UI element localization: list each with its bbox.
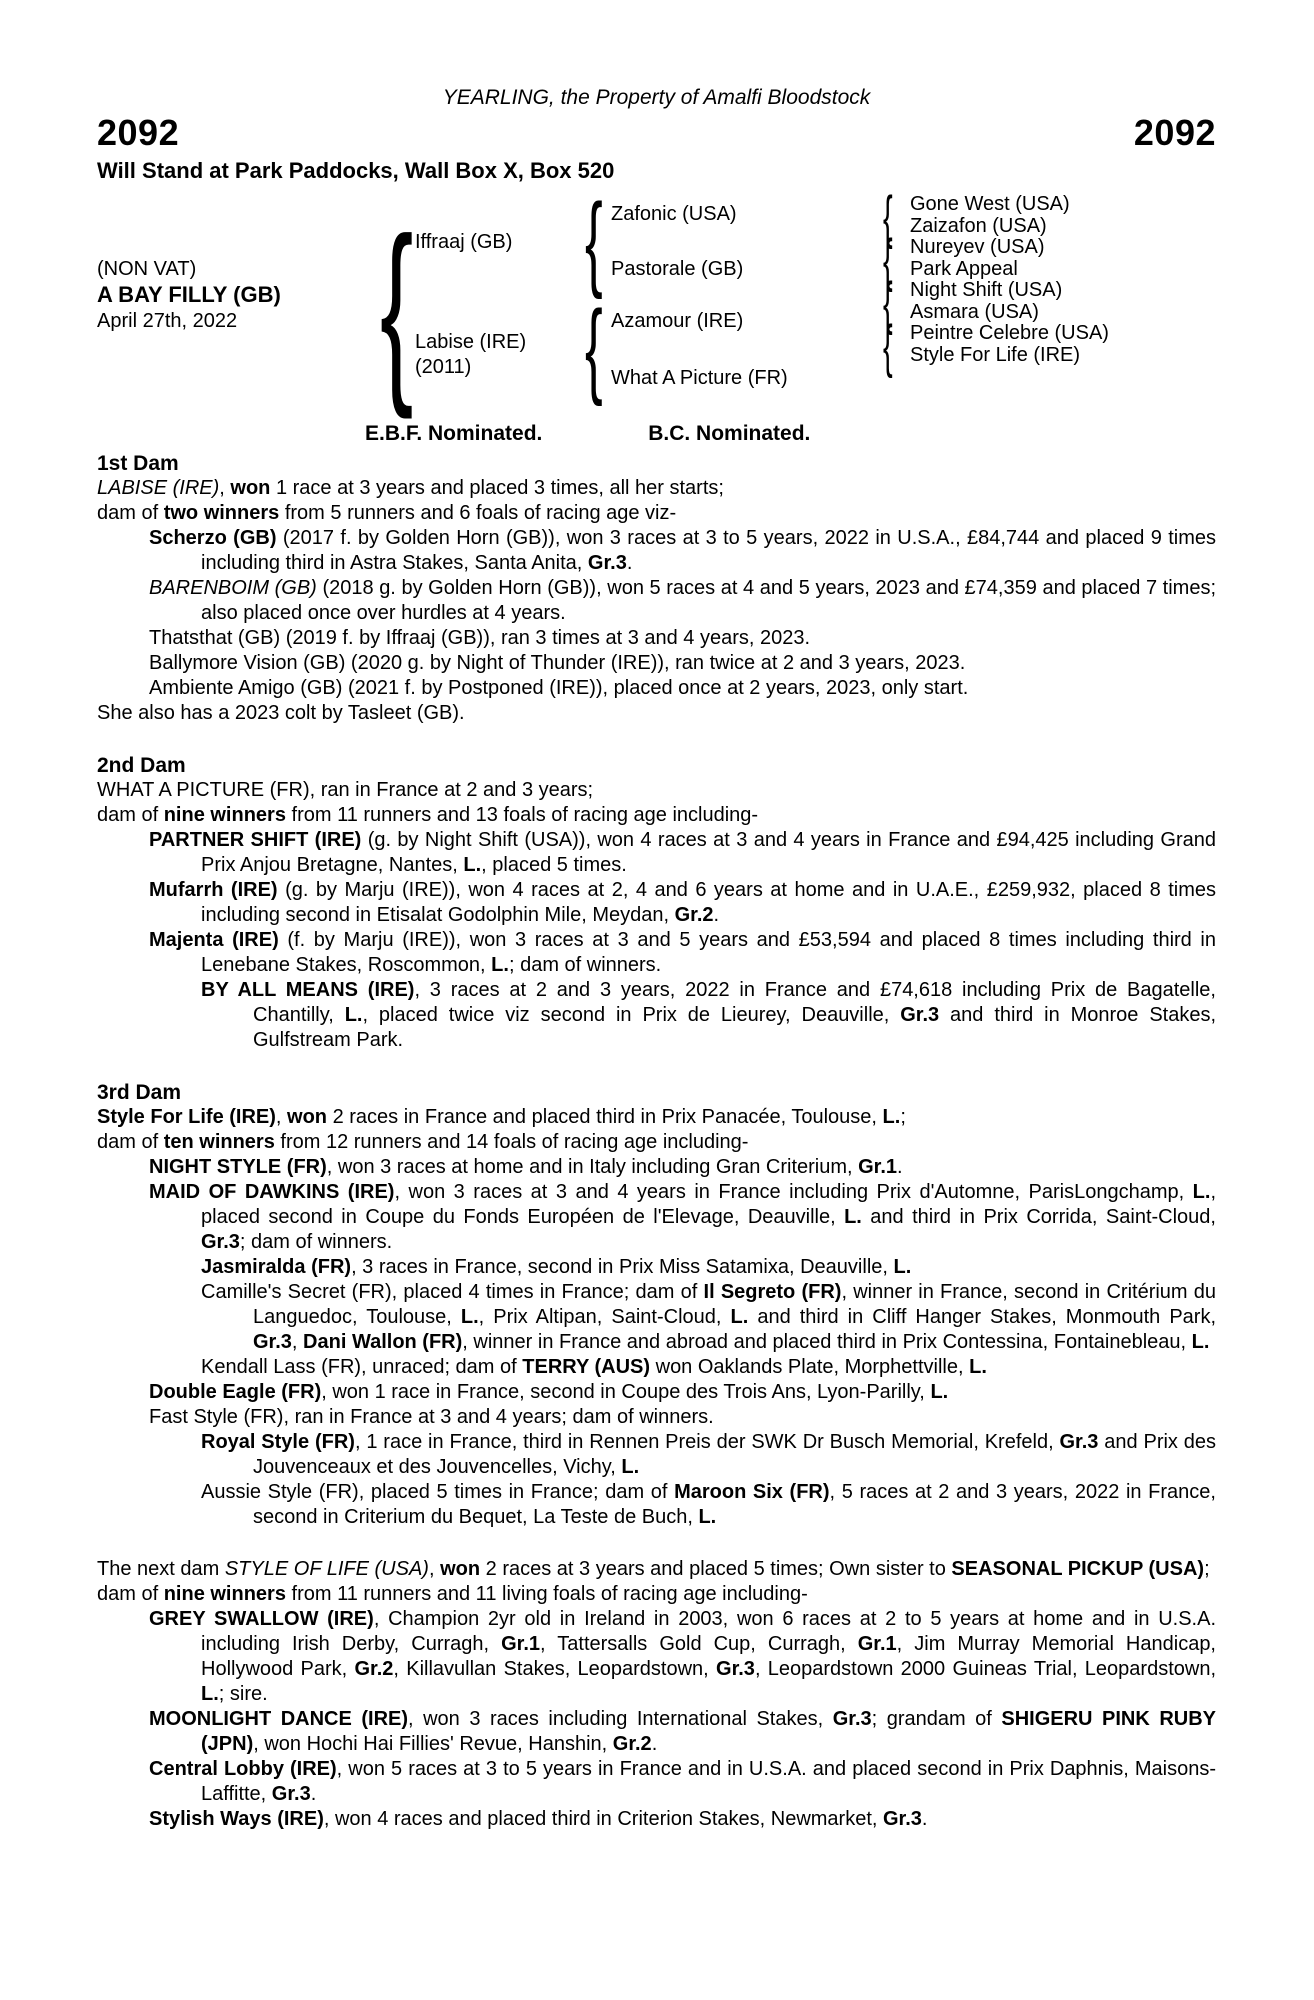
text-segment: dam of — [97, 502, 164, 524]
great-grandparent-name: Zaizafon (USA) — [910, 214, 1047, 237]
text-segment: L. — [344, 1004, 363, 1026]
text-segment: , won 1 race in France, second in Coupe des Trois Ans, Lyon-Parilly, — [321, 1381, 931, 1403]
lot-number-right: 2092 — [1133, 112, 1216, 153]
text-segment: ; dam of winners. — [508, 954, 662, 976]
text-segment: Gr.3 — [587, 552, 627, 574]
text-segment: NIGHT STYLE (FR) — [149, 1156, 327, 1178]
text-segment: ; dam of winners. — [239, 1231, 393, 1253]
nominations-row — [97, 421, 1216, 446]
text-segment: TERRY (AUS) — [522, 1356, 651, 1378]
pedigree-paragraph — [97, 1105, 1216, 1130]
text-segment: Gr.3 — [716, 1658, 755, 1680]
grandparent-name: Azamour (IRE) — [611, 310, 744, 332]
text-segment: from 11 runners and 13 foals of racing age including- — [285, 804, 759, 826]
text-segment: , winner in France and abroad and placed third in Prix Contessina, Fontainebleau, — [462, 1331, 1192, 1353]
pedigree-paragraph — [97, 1707, 1216, 1757]
dam-heading: 1st Dam — [97, 452, 179, 475]
non-vat-label: (NON VAT) — [97, 258, 197, 280]
text-segment: Gr.3 — [253, 1331, 292, 1353]
grandparent-name: Zafonic (USA) — [611, 203, 737, 225]
text-segment: L. — [460, 1306, 479, 1328]
text-segment: . — [310, 1783, 317, 1805]
text-segment: Gr.3 — [900, 1004, 940, 1026]
pedigree-paragraph — [97, 1280, 1216, 1355]
text-segment: . — [897, 1156, 903, 1178]
text-segment: , won 3 races including International Stakes, — [408, 1708, 833, 1730]
great-grandparent-name: Style For Life (IRE) — [910, 343, 1081, 366]
ebf-nomination: E.B.F. Nominated. — [365, 422, 543, 445]
text-segment: Mufarrh (IRE) — [149, 879, 278, 901]
catalog-body — [97, 451, 1216, 1832]
text-segment: SEASONAL PICKUP (USA) — [951, 1558, 1205, 1580]
text-segment: . — [626, 552, 633, 574]
text-segment: , won 3 races at home and in Italy including Gran Criterium, — [326, 1156, 859, 1178]
pedigree-paragraph — [97, 978, 1216, 1053]
text-segment: L. — [730, 1306, 749, 1328]
text-segment: nine winners — [163, 1583, 286, 1605]
pedigree-paragraph — [97, 1582, 1216, 1607]
text-segment: and third in Cliff Hanger Stakes, Monmouth Park, — [748, 1306, 1216, 1328]
text-segment: dam of — [97, 1583, 164, 1605]
pedigree-paragraph — [97, 803, 1216, 828]
text-segment: Stylish Ways (IRE) — [149, 1808, 324, 1830]
text-segment: LABISE (IRE) — [97, 477, 220, 499]
text-segment: won — [440, 1558, 481, 1580]
pedigree-table — [97, 193, 1216, 408]
text-segment: Thatsthat (GB) (2019 f. by Iffraaj (GB)), ran 3 times at 3 and 4 years, 2023. — [149, 627, 811, 649]
text-segment: L. — [893, 1256, 912, 1278]
pedigree-brace — [585, 295, 603, 401]
text-segment: L. — [930, 1381, 949, 1403]
text-segment: Majenta (IRE) — [149, 929, 279, 951]
text-segment: (2017 f. by Golden Horn (GB)), won 3 races at 3 to 5 years, 2022 in U.S.A., £84,744 and placed 9 times including third in Astra Stakes, Santa Anita, — [201, 527, 1216, 574]
text-segment: , placed twice viz second in Prix de Lieurey, Deauville, — [362, 1004, 901, 1026]
text-segment: and third in Prix Corrida, Saint-Cloud, — [861, 1206, 1216, 1228]
text-segment: Gr.1 — [858, 1156, 898, 1178]
pedigree-paragraph — [97, 778, 1216, 803]
text-segment: ten winners — [163, 1131, 275, 1153]
pedigree-paragraph — [97, 701, 1216, 726]
pedigree-paragraph — [97, 878, 1216, 928]
dam-name: Labise (IRE) — [415, 331, 527, 353]
text-segment: . — [921, 1808, 928, 1830]
text-segment: Double Eagle (FR) — [149, 1381, 322, 1403]
pedigree-paragraph — [97, 1607, 1216, 1707]
text-segment: 1 race at 3 years and placed 3 times, all her starts; — [270, 477, 724, 499]
text-segment: Gr.2 — [354, 1658, 394, 1680]
text-segment: WHAT A PICTURE (FR), ran in France at 2 and 3 years; — [97, 779, 594, 801]
text-segment: MOONLIGHT DANCE (IRE) — [149, 1708, 409, 1730]
text-segment: dam of — [97, 1131, 164, 1153]
dam-block — [415, 330, 526, 380]
text-segment: She also has a 2023 colt by Tasleet (GB). — [97, 702, 465, 724]
text-segment: L. — [698, 1506, 717, 1528]
text-segment: Jasmiralda (FR) — [201, 1256, 352, 1278]
subject-name: A BAY FILLY (GB) — [97, 282, 281, 307]
foal-date: April 27th, 2022 — [97, 310, 238, 332]
text-segment: Il Segreto (FR) — [703, 1281, 842, 1303]
text-segment: (2018 g. by Golden Horn (GB)), won 5 races at 4 and 5 years, 2023 and £74,359 and placed 7 times; also placed once over hurdles at 4 years. — [201, 577, 1216, 624]
bc-nomination: B.C. Nominated. — [648, 422, 811, 445]
text-segment: , 1 race in France, third in Rennen Preis der SWK Dr Busch Memorial, Krefeld, — [354, 1431, 1060, 1453]
text-segment: Ambiente Amigo (GB) (2021 f. by Postponed (IRE)), placed once at 2 years, 2023, only start. — [149, 677, 969, 699]
text-segment: ; grandam of — [871, 1708, 1002, 1730]
text-segment: Royal Style (FR) — [201, 1431, 355, 1453]
grandparent-name: Pastorale (GB) — [611, 258, 744, 280]
pedigree-paragraph — [97, 928, 1216, 978]
subject-block — [97, 256, 281, 334]
text-segment: PARTNER SHIFT (IRE) — [149, 829, 362, 851]
pedigree-paragraph — [97, 576, 1216, 626]
text-segment: won — [287, 1106, 328, 1128]
text-segment: and Prix des Jouvenceaux et des Jouvencelles, Vichy, — [253, 1431, 1217, 1478]
text-segment: ; — [900, 1106, 906, 1128]
text-segment: L. — [621, 1456, 640, 1478]
text-segment: , won 5 races at 3 to 5 years in France and in U.S.A. and placed second in Prix Daphnis, Maisons-Laffitte, — [201, 1758, 1216, 1805]
text-segment: 2 races in France and placed third in Prix Panacée, Toulouse, — [327, 1106, 883, 1128]
text-segment: (f. by Marju (IRE)), won 3 races at 3 and 5 years and £53,594 and placed 8 times including third in Lenebane Stakes, Roscommon, — [201, 929, 1217, 976]
pedigree-paragraph — [97, 1130, 1216, 1155]
pedigree-paragraph — [97, 1807, 1216, 1832]
dam-heading: 3rd Dam — [97, 1081, 182, 1104]
text-segment: Gr.3 — [883, 1808, 922, 1830]
text-segment: Camille's Secret (FR), placed 4 times in France; dam of — [201, 1281, 704, 1303]
text-segment: nine winners — [163, 804, 286, 826]
text-segment: , won 3 races at 3 and 4 years in France including Prix d'Automne, ParisLongchamp, — [394, 1181, 1193, 1203]
pedigree-paragraph — [97, 1405, 1216, 1430]
text-segment: Gr.3 — [201, 1231, 240, 1253]
text-segment: L. — [201, 1683, 219, 1705]
text-segment: won — [230, 477, 271, 499]
text-segment: L. — [1191, 1331, 1210, 1353]
text-segment: Ballymore Vision (GB) (2020 g. by Night of Thunder (IRE)), ran twice at 2 and 3 years, 2023. — [149, 652, 966, 674]
text-segment: MAID OF DAWKINS (IRE) — [149, 1181, 395, 1203]
text-segment: , 3 races at 2 and 3 years, 2022 in France and £74,618 including Prix de Bagatelle, Chantilly, — [253, 979, 1216, 1026]
text-segment: . — [713, 904, 720, 926]
pedigree-paragraph — [97, 476, 1216, 501]
text-segment: dam of — [97, 804, 164, 826]
text-segment: , Leopardstown 2000 Guineas Trial, Leopardstown, — [754, 1658, 1217, 1680]
text-segment: Gr.3 — [1059, 1431, 1099, 1453]
text-segment: ; sire. — [218, 1683, 268, 1705]
text-segment: (g. by Night Shift (USA)), won 4 races at 3 and 4 years in France and £94,425 including Grand Prix Anjou Bretagne, Nantes, — [201, 829, 1217, 876]
pedigree-paragraph — [97, 651, 1216, 676]
text-segment: , 5 races at 2 and 3 years, 2022 in France, second in Criterium du Bequet, La Teste de Buch, — [253, 1481, 1216, 1528]
text-segment: from 5 runners and 6 foals of racing age viz- — [279, 502, 677, 524]
grandparent-name: What A Picture (FR) — [611, 367, 788, 389]
lot-number-left: 2092 — [97, 112, 180, 153]
pedigree-paragraph — [97, 626, 1216, 651]
sire-name: Iffraaj (GB) — [415, 231, 513, 253]
text-segment: L. — [969, 1356, 987, 1378]
dam-year: (2011) — [415, 356, 472, 378]
pedigree-paragraph — [97, 501, 1216, 526]
pedigree-paragraph — [97, 1180, 1216, 1255]
text-segment: from 11 runners and 11 living foals of racing age including- — [285, 1583, 808, 1605]
text-segment: L. — [463, 854, 482, 876]
text-segment: L. — [1192, 1181, 1211, 1203]
dam-heading: 2nd Dam — [97, 754, 186, 777]
text-segment: two winners — [163, 502, 280, 524]
pedigree-paragraph — [97, 828, 1216, 878]
text-segment: BY ALL MEANS (IRE) — [201, 979, 415, 1001]
text-segment: L. — [882, 1106, 901, 1128]
text-segment: Scherzo (GB) — [149, 527, 277, 549]
great-grandparent-name: Nureyev (USA) — [910, 236, 1045, 258]
text-segment: from 12 runners and 14 foals of racing age including- — [274, 1131, 749, 1153]
text-segment: L. — [844, 1206, 862, 1228]
text-segment: , — [275, 1106, 288, 1128]
text-segment: , Tattersalls Gold Cup, Curragh, — [540, 1633, 858, 1655]
text-segment: , Jim Murray Memorial Handicap, Hollywood Park, — [201, 1633, 1216, 1680]
text-segment: . — [651, 1733, 658, 1755]
pedigree-paragraph — [97, 1557, 1216, 1582]
text-segment: , 3 races in France, second in Prix Miss Satamixa, Deauville, — [351, 1256, 894, 1278]
text-segment: Fast Style (FR), ran in France at 3 and 4 years; dam of winners. — [149, 1406, 714, 1428]
text-segment: SHIGERU PINK RUBY (JPN) — [201, 1708, 1216, 1755]
text-segment: won Oaklands Plate, Morphettville, — [650, 1356, 970, 1378]
text-segment: , Killavullan Stakes, Leopardstown, — [393, 1658, 717, 1680]
pedigree-paragraph — [97, 1757, 1216, 1807]
pedigree-paragraph — [97, 1355, 1216, 1380]
lot-number-row — [97, 114, 1216, 152]
text-segment: , placed 5 times. — [481, 854, 627, 876]
text-segment: Maroon Six (FR) — [674, 1481, 830, 1503]
text-segment: Gr.2 — [612, 1733, 652, 1755]
text-segment: , Prix Altipan, Saint-Cloud, — [478, 1306, 731, 1328]
text-segment: Gr.3 — [271, 1783, 311, 1805]
text-segment: (g. by Marju (IRE)), won 4 races at 2, 4 and 6 years at home and in U.A.E., £259,932, placed 8 times including second in Etisalat Godolphin Mile, Meydan, — [201, 879, 1216, 926]
property-line: YEARLING, the Property of Amalfi Bloodstock — [442, 86, 871, 109]
stand-location: Will Stand at Park Paddocks, Wall Box X, Box 520 — [97, 158, 615, 183]
text-segment: , — [291, 1331, 304, 1353]
great-grandparent-name: Gone West (USA) — [910, 193, 1070, 215]
great-grandparent-name: Peintre Celebre (USA) — [910, 322, 1109, 344]
text-segment: Dani Wallon (FR) — [303, 1331, 463, 1353]
text-segment: 2 races at 3 years and placed 5 times; Own sister to — [480, 1558, 952, 1580]
pedigree-paragraph — [97, 526, 1216, 576]
text-segment: ; — [1204, 1558, 1210, 1580]
pedigree-paragraph — [97, 1255, 1216, 1280]
pedigree-brace — [380, 209, 413, 409]
text-segment: , placed second in Coupe du Fonds Européen de l'Elevage, Deauville, — [201, 1181, 1216, 1228]
pedigree-paragraph — [97, 1380, 1216, 1405]
text-segment: , won Hochi Hai Fillies' Revue, Hanshin, — [253, 1733, 613, 1755]
text-segment: Aussie Style (FR), placed 5 times in France; dam of — [201, 1481, 675, 1503]
text-segment: , winner in France, second in Critérium du Languedoc, Toulouse, — [253, 1281, 1217, 1328]
pedigree-paragraph — [97, 676, 1216, 701]
pedigree-brace — [883, 318, 893, 376]
text-segment: L. — [491, 954, 509, 976]
text-segment: The next dam — [97, 1558, 225, 1580]
pedigree-paragraph — [97, 1430, 1216, 1480]
great-grandparent-name: Park Appeal — [910, 257, 1018, 280]
text-segment: , — [428, 1558, 441, 1580]
text-segment: STYLE OF LIFE (USA) — [224, 1558, 429, 1580]
text-segment: , — [219, 477, 231, 499]
text-segment: Gr.1 — [501, 1633, 541, 1655]
text-segment: GREY SWALLOW (IRE) — [149, 1608, 374, 1630]
pedigree-brace — [585, 188, 603, 294]
text-segment: , won 4 races and placed third in Criterion Stakes, Newmarket, — [323, 1808, 883, 1830]
great-grandparent-name: Asmara (USA) — [910, 300, 1039, 323]
text-segment: Gr.1 — [857, 1633, 897, 1655]
text-segment: Gr.2 — [674, 904, 714, 926]
text-segment: Gr.3 — [832, 1708, 872, 1730]
text-segment: and third in Monroe Stakes, Gulfstream Park. — [253, 1004, 1217, 1051]
text-segment: Style For Life (IRE) — [97, 1106, 276, 1128]
great-grandparent-name: Night Shift (USA) — [910, 279, 1063, 301]
text-segment: BARENBOIM (GB) — [149, 577, 317, 599]
pedigree-paragraph — [97, 1480, 1216, 1530]
great-grandparent-column — [910, 194, 1109, 366]
pedigree-paragraph — [97, 1155, 1216, 1180]
text-segment: Central Lobby (IRE) — [149, 1758, 337, 1780]
text-segment: , Champion 2yr old in Ireland in 2003, won 6 races at 2 to 5 years at home and in U.S.A. including Irish Derby, Curragh, — [201, 1608, 1217, 1655]
text-segment: Kendall Lass (FR), unraced; dam of — [201, 1356, 523, 1378]
